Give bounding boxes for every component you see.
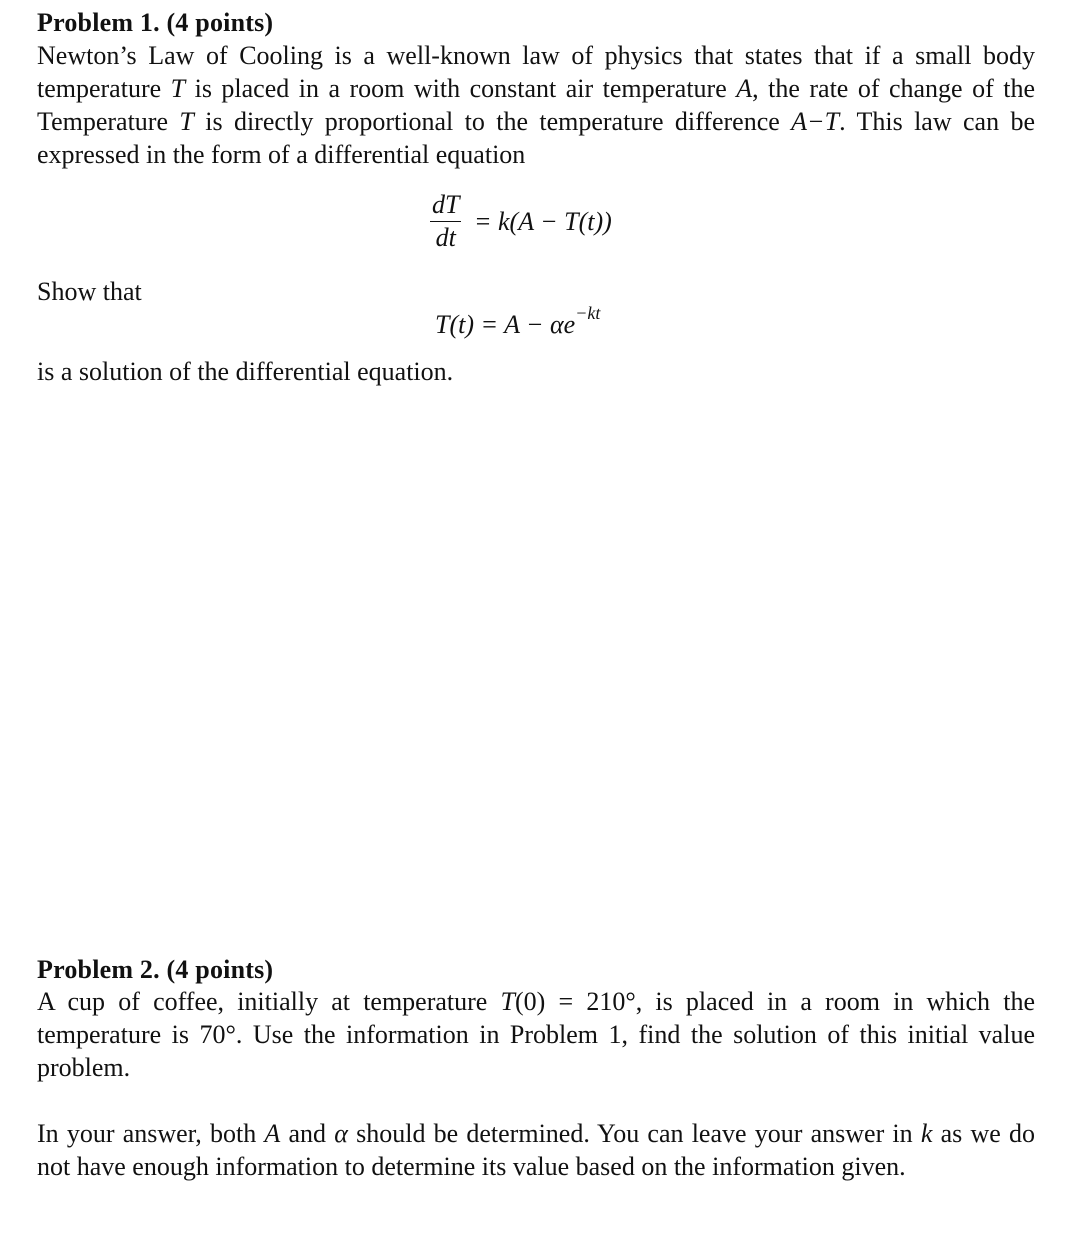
derivative-fraction: $\frac{dT}{dt}$ xyxy=(432,190,460,252)
differential-equation: $\frac{dT}{dt}$ = k(A − T(t)) xyxy=(432,190,612,252)
problem-1-intro: Newton’s Law of Cooling is a well-known law of physics that states that if a small body temperature T is placed in a room with constant air temperature A, the rate of change of the Temperature T is directly proportional to the temperature difference A−T. This law can be expressed in the form of a differential equation xyxy=(37,41,1035,169)
problem-1-conclusion: is a solution of the differential equation. xyxy=(37,357,454,386)
solution-equation: $T(t) = A - \alpha e^{-kt}$ xyxy=(435,303,601,339)
show-that-label: Show that xyxy=(37,277,142,306)
problem-2-title: Problem 2. (4 points) xyxy=(37,955,274,984)
problem-1-title: Problem 1. (4 points) xyxy=(37,8,274,37)
problem-2-statement: A cup of coffee, initially at temperature T(0) = 210°, is placed in a room in which the temperature is 70°. Use the information in Problem 1, find the solution of this initial value problem. xyxy=(37,987,1035,1082)
problem-2-instructions: In your answer, both A and α should be determined. You can leave your answer in k as we do not have enough information to determine its value based on the information given. xyxy=(37,1119,1035,1181)
